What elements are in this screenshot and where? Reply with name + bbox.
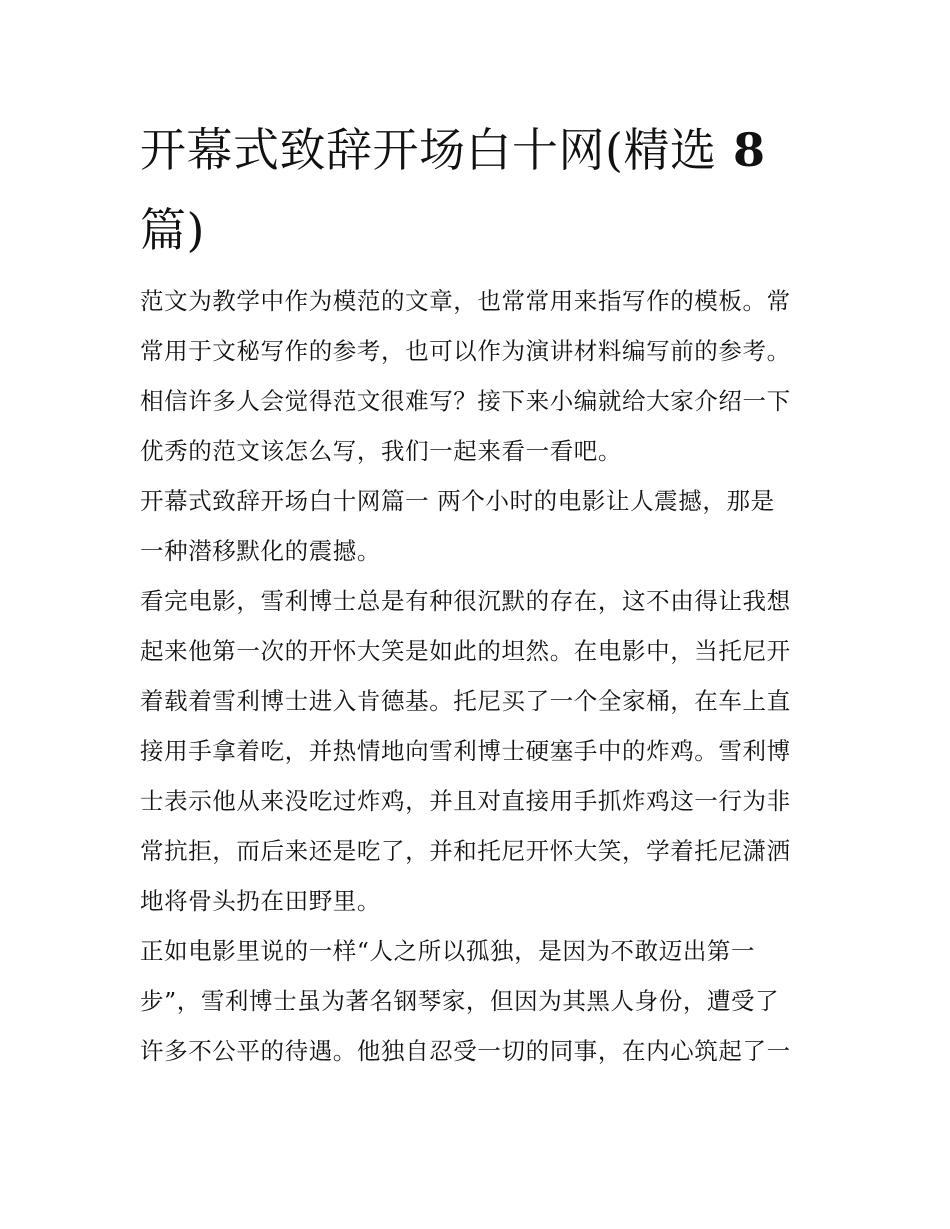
- text-line: 看完电影，雪利博士总是有种很沉默的存在，这不由得让我想: [140, 587, 791, 615]
- text-line: 开幕式致辞开场白十网篇一 两个小时的电影让人震撼，那是: [140, 487, 775, 515]
- text-line: 步”，雪利博士虽为著名钢琴家，但因为其黑人身份，遭受了: [140, 987, 780, 1015]
- text-line: 着载着雪利博士进入肯德基。托尼买了一个全家桶，在车上直: [140, 687, 791, 715]
- body-text: [140, 276, 812, 1076]
- text-line: 相信许多人会觉得范文很难写？接下来小编就给大家介绍一下: [140, 387, 791, 415]
- text-line: 范文为教学中作为模范的文章，也常常用来指写作的模板。常: [140, 287, 791, 315]
- text-line: 接用手拿着吃，并热情地向雪利博士硬塞手中的炸鸡。雪利博: [140, 737, 791, 765]
- text-line: 常抗拒，而后来还是吃了，并和托尼开怀大笑，学着托尼潇洒: [140, 837, 791, 865]
- text-line: 正如电影里说的一样“人之所以孤独，是因为不敢迈出第一: [140, 937, 756, 965]
- title-end: 篇): [140, 203, 205, 257]
- title-number: 8: [732, 123, 766, 177]
- text-line: 常用于文秘写作的参考，也可以作为演讲材料编写前的参考。: [140, 337, 791, 365]
- text-line: 优秀的范文该怎么写，我们一起来看一看吧。: [140, 437, 622, 465]
- text-line: 地将骨头扔在田野里。: [140, 887, 381, 915]
- text-line: 起来他第一次的开怀大笑是如此的坦然。在电影中，当托尼开: [140, 637, 791, 665]
- title-main: 开幕式致辞开场白十网(精选: [140, 123, 717, 177]
- page-title: [140, 110, 812, 270]
- text-line: 一种潜移默化的震撼。: [140, 537, 381, 565]
- text-line: 士表示他从来没吃过炸鸡，并且对直接用手抓炸鸡这一行为非: [140, 787, 791, 815]
- text-line: 许多不公平的待遇。他独自忍受一切的同事，在内心筑起了一: [140, 1037, 791, 1065]
